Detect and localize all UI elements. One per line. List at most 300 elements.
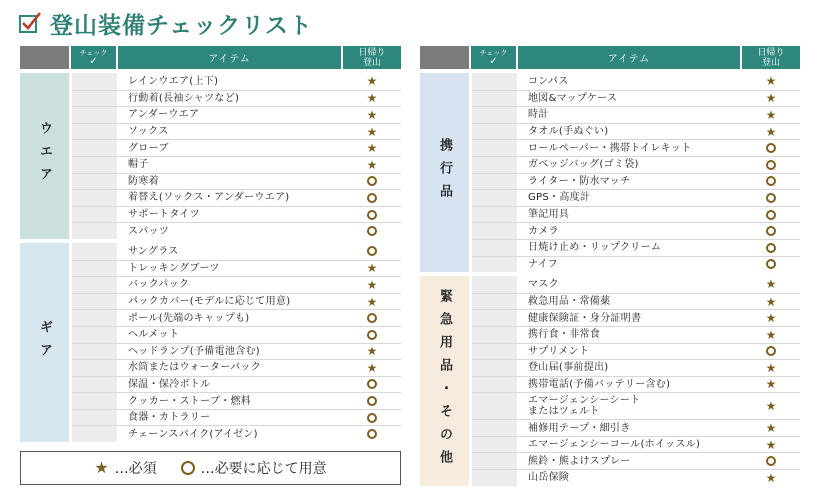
item-name-text: 筆記用具 [528,209,570,221]
item-name [120,190,340,206]
day-trip-mark [742,207,800,223]
item-name-text: GPS・高度計 [528,192,591,204]
check-box[interactable] [472,470,517,486]
item-name-text: ロールペーパー・携帯トイレキット [528,142,692,154]
table-row [472,376,800,393]
checkbox-checked-icon [18,11,42,35]
table-header [20,46,401,69]
table-row [72,243,401,260]
item-name [120,327,340,343]
star-icon: ★ [366,360,378,375]
circle-icon [367,193,377,203]
item-name [120,261,340,277]
table-row [72,309,401,326]
legend [20,451,401,485]
item-name [120,377,340,393]
day-trip-mark [742,190,800,206]
item-name [120,223,340,239]
check-box[interactable] [472,107,517,123]
circle-icon [766,143,776,153]
table-row [72,392,401,409]
check-box[interactable] [72,377,117,393]
section [420,276,800,486]
item-name-text: パックカバー(モデルに応じて用意) [128,296,291,308]
check-box[interactable] [472,157,517,173]
check-box[interactable] [72,327,117,343]
table-header [420,46,800,69]
item-name-text: 補修用テープ・細引き [528,422,631,434]
circle-icon [766,226,776,236]
item-name [520,360,739,376]
item-name [120,73,340,90]
check-box[interactable] [72,277,117,293]
star-icon: ★ [765,311,777,326]
day-trip-mark [742,240,800,256]
table-row [472,156,800,173]
item-name [520,124,739,140]
star-icon: ★ [765,277,777,292]
item-name [520,223,739,239]
table-row [472,106,800,123]
page-title-block [18,8,313,38]
table-row [72,206,401,223]
day-trip-mark [343,310,401,326]
check-box[interactable] [472,91,517,107]
item-name-text: サングラス [128,245,179,257]
item-name-text: グローブ [128,142,169,154]
section-rows [472,73,800,272]
day-trip-mark [343,261,401,277]
section-label [20,73,69,239]
table-row [472,392,800,419]
star-icon: ★ [765,399,777,414]
check-box[interactable] [472,140,517,156]
item-name [520,240,739,256]
star-icon: ★ [366,277,378,292]
circle-icon [766,456,776,466]
legend-optional: …必要に応じて用意 [200,461,327,477]
star-icon: ★ [765,294,777,309]
item-name-text: クッカー・ストーブ・燃料 [128,395,252,407]
day-trip-mark [742,73,800,90]
header-day-label-2: 登山 [362,57,381,68]
item-name [520,420,739,436]
table-row [72,276,401,293]
item-name-text: 行動着(長袖シャツなど) [128,92,240,104]
day-trip-mark [742,140,800,156]
check-box[interactable] [472,294,517,310]
day-trip-mark [742,257,800,273]
legend-required: …必須 [114,461,157,477]
item-name [120,140,340,156]
day-trip-mark [343,124,401,140]
header-check-label: チェック [479,48,508,57]
item-name [120,360,340,376]
check-box[interactable] [472,393,517,419]
check-box[interactable] [472,124,517,140]
circle-icon [367,176,377,186]
check-box[interactable] [472,240,517,256]
item-name [520,207,739,223]
table-row [472,309,800,326]
day-trip-mark [343,73,401,90]
item-name-text: ヘッドランプ(予備電池含む) [128,345,261,357]
item-name-text: 山岳保険 [528,472,570,484]
table-row [472,239,800,256]
section [20,243,401,442]
day-trip-mark [343,174,401,190]
item-name [120,294,340,310]
circle-icon [766,259,776,269]
section-rows [72,243,401,442]
item-name-text: サポートタイツ [128,209,200,221]
item-name [120,310,340,326]
day-trip-mark [343,344,401,360]
circle-icon [766,193,776,203]
check-box[interactable] [72,243,117,260]
item-name [520,310,739,326]
star-icon: ★ [765,91,777,106]
item-name-text: 帽子 [128,159,149,171]
header-day-label-2: 登山 [761,57,780,68]
item-name [120,344,340,360]
check-box[interactable] [72,393,117,409]
table-row [472,73,800,90]
star-icon: ★ [366,294,378,309]
star-icon: ★ [366,157,378,172]
check-box[interactable] [72,360,117,376]
item-name [120,207,340,223]
table-row [472,206,800,223]
day-trip-mark [742,91,800,107]
table-row [72,343,401,360]
header-blank [20,46,69,69]
item-name-text: 健康保険証・身分証明書 [528,312,642,324]
item-name [520,453,739,469]
check-box[interactable] [472,437,517,453]
item-name-text: サプリメント [528,345,590,357]
item-name [520,470,739,486]
header-checkmark-icon: ✓ [89,55,98,67]
item-name [120,410,340,426]
section-label [20,243,69,442]
item-name-text: レインウエア(上下) [128,75,219,87]
day-trip-mark [742,393,800,419]
item-name [120,174,340,190]
table-row [472,256,800,273]
table-row [72,173,401,190]
section [420,73,800,272]
section-label [420,73,469,272]
day-trip-mark [742,377,800,393]
table-row [72,326,401,343]
day-trip-mark [742,360,800,376]
day-trip-mark [742,107,800,123]
item-name-text: 熊鈴・熊よけスプレー [528,455,631,467]
check-box[interactable] [472,377,517,393]
circle-icon [766,243,776,253]
table-row [472,276,800,293]
check-box[interactable] [72,174,117,190]
table-row [72,359,401,376]
check-box[interactable] [472,453,517,469]
day-trip-mark [742,174,800,190]
item-name-text: エマージェンシーコール(ホイッスル) [528,439,701,451]
circle-icon [766,346,776,356]
day-trip-mark [742,470,800,486]
star-icon: ★ [765,470,777,485]
circle-icon [367,313,377,323]
section-rows [472,276,800,486]
check-box[interactable] [72,157,117,173]
table-row [72,156,401,173]
check-box[interactable] [472,257,517,273]
section-label-text: ギア [37,319,52,366]
item-name [520,344,739,360]
star-icon: ★ [366,74,378,89]
circle-icon [367,210,377,220]
header-day-label-1: 日帰り [757,47,785,58]
table-row [72,189,401,206]
table-row [472,293,800,310]
item-name [520,157,739,173]
item-name-text: タオル(手ぬぐい) [528,126,609,138]
circle-icon [367,429,377,439]
item-name-text: 水筒またはウォーターパック [128,362,261,374]
star-icon: ★ [765,327,777,342]
section-label [420,276,469,486]
check-box[interactable] [472,207,517,223]
item-name-text: 保温・保冷ボトル [128,378,211,390]
check-box[interactable] [472,223,517,239]
day-trip-mark [343,327,401,343]
header-day-label-1: 日帰り [358,47,386,58]
star-icon: ★ [765,377,777,392]
item-name [520,174,739,190]
day-trip-mark [742,420,800,436]
section-label-text: 携行品 [437,138,452,208]
circle-icon [766,176,776,186]
check-box[interactable] [72,190,117,206]
day-trip-mark [343,157,401,173]
day-trip-mark [742,223,800,239]
item-name-text: 食器・カトラリー [128,412,211,424]
item-name [120,277,340,293]
day-trip-mark [343,277,401,293]
day-trip-mark [343,91,401,107]
check-box[interactable] [72,73,117,90]
item-name [120,157,340,173]
day-trip-mark [343,410,401,426]
item-name [520,107,739,123]
circle-icon [367,379,377,389]
check-box[interactable] [72,107,117,123]
check-box[interactable] [72,124,117,140]
item-name-text: コンパス [528,75,569,87]
star-icon: ★ [366,91,378,106]
header-item: アイテム [118,46,341,69]
day-trip-mark [343,243,401,260]
item-name [120,243,340,260]
day-trip-mark [742,157,800,173]
section-label-text: 緊急用品・その他 [437,288,452,473]
item-name [520,327,739,343]
table-row [72,139,401,156]
table-row [472,222,800,239]
day-trip-mark [742,453,800,469]
section-rows [72,73,401,239]
day-trip-mark [742,437,800,453]
day-trip-mark [742,124,800,140]
table-row [472,452,800,469]
table-row [472,436,800,453]
day-trip-mark [343,190,401,206]
table-row [72,222,401,239]
check-box[interactable] [472,73,517,90]
check-box[interactable] [472,360,517,376]
item-name [520,377,739,393]
table-row [72,293,401,310]
check-box[interactable] [72,344,117,360]
day-trip-mark [343,207,401,223]
table-row [72,123,401,140]
circle-icon [766,160,776,170]
item-name-text: 携行食・非常食 [528,329,601,341]
item-name-text: スパッツ [128,225,170,237]
table-row [72,106,401,123]
item-name [520,257,739,273]
day-trip-mark [343,140,401,156]
item-name-text: 携帯電話(予備バッテリー含む) [528,378,671,390]
star-icon: ★ [765,421,777,436]
item-name-text: ヘルメット [128,329,180,341]
right-panel [420,46,800,486]
table-row [472,90,800,107]
item-name [120,107,340,123]
item-name-text: マスク [528,278,559,290]
star-icon: ★ [366,107,378,122]
table-row [472,419,800,436]
item-name-text: 地図&マップケース [528,92,618,104]
table-row [72,409,401,426]
header-checkmark-icon: ✓ [489,55,498,67]
table-row [72,73,401,90]
item-name-text: ガベッジバッグ(ゴミ袋) [528,159,639,171]
item-name [520,73,739,90]
section [20,73,401,239]
day-trip-mark [343,107,401,123]
check-box[interactable] [72,223,117,239]
item-name-text: ポール(先端のキャップも) [128,312,250,324]
star-icon: ★ [765,124,777,139]
header-check [71,46,116,69]
item-name-text: エマージェンシーシート またはツェルト [528,395,641,418]
item-name-text: ソックス [128,126,169,138]
check-box[interactable] [472,276,517,293]
item-name [120,426,340,442]
check-box[interactable] [472,310,517,326]
star-icon: ★ [366,141,378,156]
item-name [520,276,739,293]
day-trip-mark [742,344,800,360]
item-name [120,91,340,107]
circle-icon [367,246,377,256]
header-blank [420,46,469,69]
table-row [472,469,800,486]
circle-icon [367,413,377,423]
item-name-text: アンダーウエア [128,109,200,121]
day-trip-mark [343,377,401,393]
item-name-text: 防寒着 [128,175,159,187]
item-name [520,437,739,453]
table-row [472,139,800,156]
header-day-trip [742,46,800,69]
table-row [72,90,401,107]
section-label-text: ウエア [37,121,52,191]
check-box[interactable] [72,410,117,426]
check-box[interactable] [472,344,517,360]
circle-icon [367,396,377,406]
check-box[interactable] [472,420,517,436]
check-box[interactable] [72,426,117,442]
page-title: 登山装備チェックリスト [50,12,313,39]
day-trip-mark [742,310,800,326]
check-box[interactable] [472,327,517,343]
table-row [472,359,800,376]
item-name-text: トレッキングブーツ [128,262,220,274]
left-panel [20,46,401,442]
item-name [520,190,739,206]
table-row [72,260,401,277]
check-box[interactable] [472,174,517,190]
star-icon: ★ [366,261,378,276]
check-box[interactable] [72,91,117,107]
star-icon: ★ [765,360,777,375]
circle-icon [367,330,377,340]
check-box[interactable] [472,190,517,206]
day-trip-mark [343,294,401,310]
check-box[interactable] [72,310,117,326]
item-name [520,393,739,419]
item-name [520,91,739,107]
day-trip-mark [343,426,401,442]
check-box[interactable] [72,207,117,223]
header-check-label: チェック [79,48,108,57]
item-name-text: 救急用品・常備薬 [528,296,611,308]
table-row [472,343,800,360]
table-row [72,376,401,393]
header-item: アイテム [518,46,740,69]
item-name-text: カメラ [528,225,559,237]
item-name-text: チェーンスパイク(アイゼン) [128,428,258,440]
item-name-text: ライター・防水マッチ [528,175,631,187]
table-row [472,123,800,140]
item-name-text: ナイフ [528,258,558,270]
check-box[interactable] [72,140,117,156]
table-row [472,189,800,206]
day-trip-mark [742,327,800,343]
item-name [520,294,739,310]
day-trip-mark [343,360,401,376]
item-name-text: 着替え(ソックス・アンダーウエア) [128,192,290,204]
table-row [472,173,800,190]
star-icon: ★ [366,124,378,139]
star-icon: ★ [366,344,378,359]
check-box[interactable] [72,294,117,310]
check-box[interactable] [72,261,117,277]
circle-icon [181,461,195,475]
day-trip-mark [742,294,800,310]
